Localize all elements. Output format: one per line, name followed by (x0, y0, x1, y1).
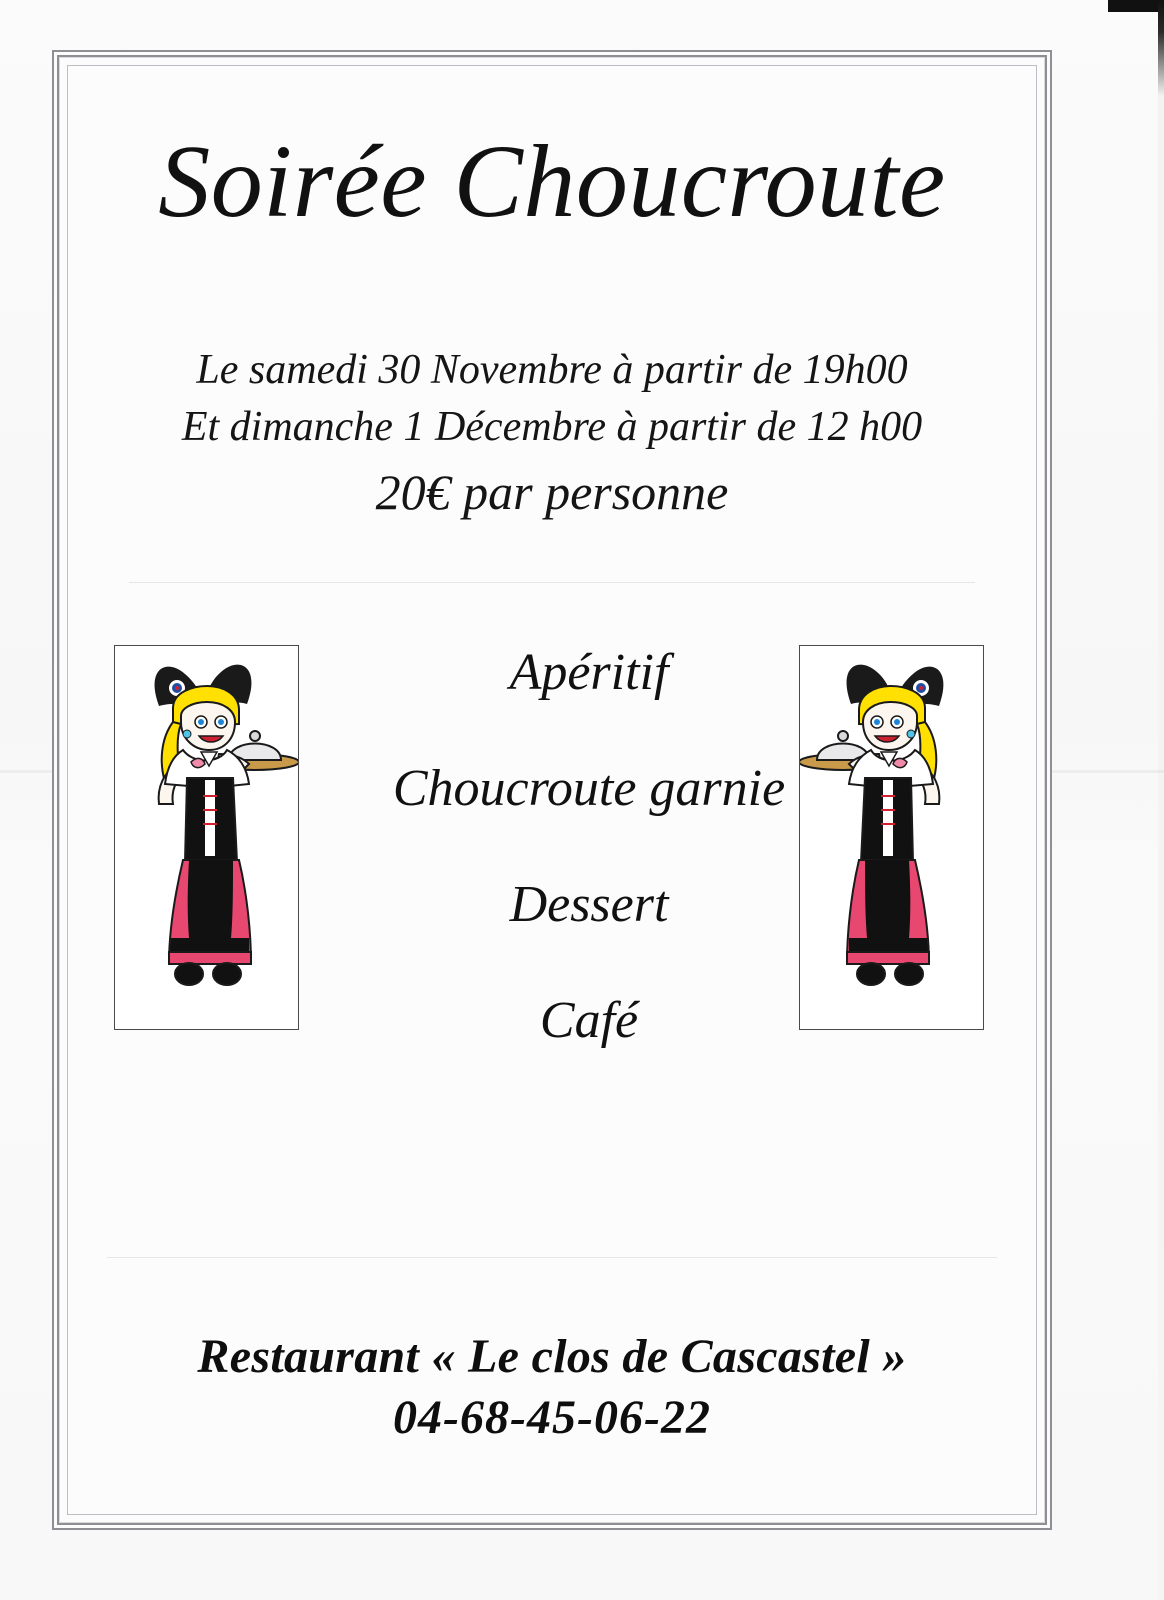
menu-list (359, 644, 819, 1049)
event-date-sunday: Et dimanche 1 Décembre à partir de 12 h00 (181, 403, 923, 450)
illustration-right (799, 645, 984, 1030)
alsatian-waitress-icon (800, 646, 983, 1029)
event-dates-block (59, 342, 1045, 530)
alsatian-waitress-icon (115, 646, 298, 1029)
scanner-edge-top (1108, 0, 1164, 12)
menu-item: Apéritif (509, 644, 669, 701)
phone-number: 04-68-45-06-22 (393, 1391, 711, 1444)
illustration-left (114, 645, 299, 1030)
footer-block (59, 1327, 1045, 1449)
scanner-edge-right (1158, 0, 1164, 1600)
menu-item: Dessert (509, 876, 669, 933)
event-date-saturday: Le samedi 30 Novembre à partir de 19h00 (196, 347, 908, 393)
menu-item: Café (539, 992, 639, 1049)
menu-item: Choucroute garnie (392, 760, 786, 817)
page-title: Soirée Choucroute (158, 124, 946, 239)
poster (52, 50, 1052, 1530)
divider-bottom (107, 1257, 997, 1258)
restaurant-name: Restaurant « Le clos de Cascastel » (197, 1330, 907, 1383)
divider-top (129, 582, 975, 583)
event-price: 20€ par personne (375, 464, 729, 521)
